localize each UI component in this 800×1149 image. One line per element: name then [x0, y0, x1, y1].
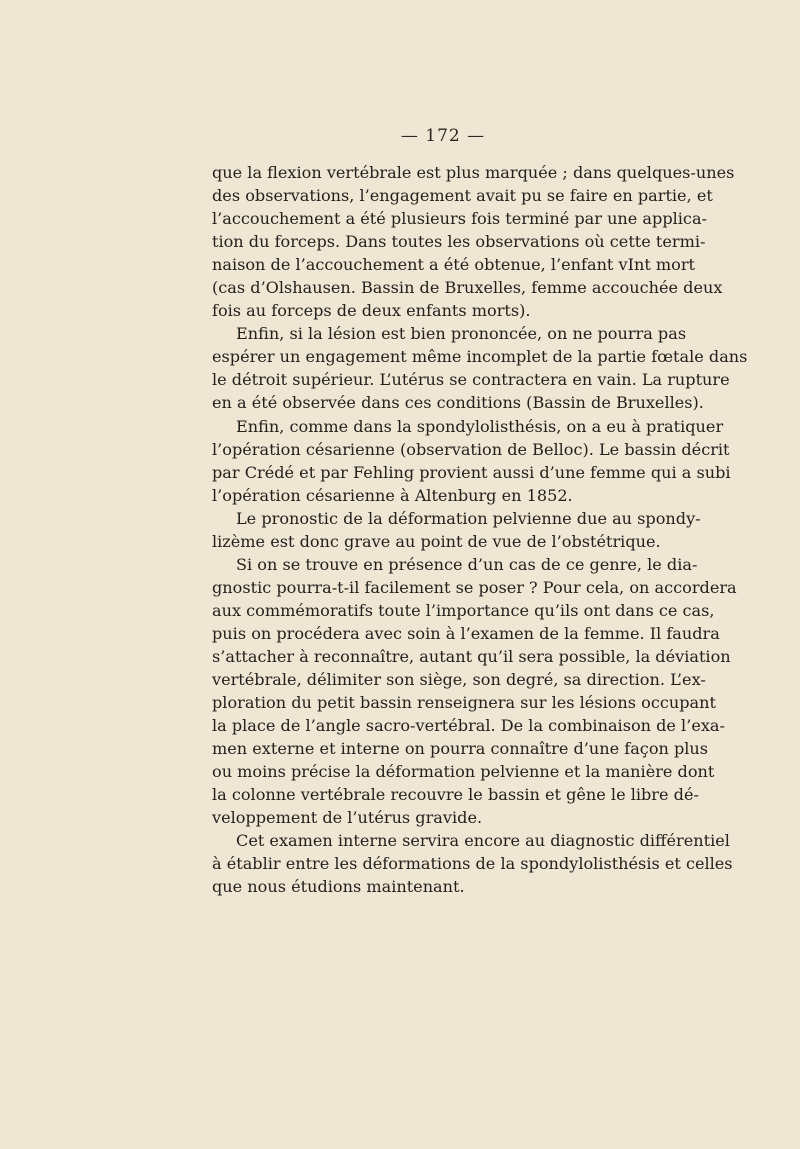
- text-line: le détroit supérieur. L’utérus se contractera en vain. La rupture: [212, 370, 730, 390]
- text-line: tion du forceps. Dans toutes les observations où cette termi-: [212, 232, 706, 252]
- text-line: à établir entre les déformations de la spondylolisthésis et celles: [212, 854, 733, 874]
- paragraph: [212, 161, 735, 322]
- page-number: — 172 —: [400, 126, 486, 146]
- text-line: lizème est donc grave au point de vue de l’obstétrique.: [212, 531, 661, 551]
- text-line: la colonne vertébrale recouvre le bassin et gêne le libre dé-: [212, 785, 699, 805]
- paragraph: [212, 553, 737, 830]
- paragraph: [212, 829, 733, 898]
- text-line: aux commémoratifs toute l’importance qu’ils ont dans ce cas,: [212, 600, 715, 620]
- text-line: par Crédé et par Fehling provient aussi d’une femme qui a subi: [212, 462, 731, 482]
- text-line: vertébrale, délimiter son siège, son degré, sa direction. L’ex-: [212, 670, 706, 690]
- text-line: l’accouchement a été plusieurs fois terminé par une applica-: [212, 209, 707, 229]
- text-line: naison de l’accouchement a été obtenue, l’enfant vInt mort: [212, 255, 696, 275]
- text-line: l’opération césarienne (observation de Belloc). Le bassin décrit: [212, 439, 730, 459]
- text-line: que nous étudions maintenant.: [212, 877, 465, 897]
- text-line: Enfin, si la lésion est bien prononcée, on ne pourra pas: [236, 324, 687, 344]
- text-line: Si on se trouve en présence d’un cas de ce genre, le dia-: [236, 554, 698, 574]
- text-line: des observations, l’engagement avait pu se faire en partie, et: [212, 186, 713, 206]
- paragraph: [212, 322, 748, 414]
- text-line: ou moins précise la déformation pelvienne et la manière dont: [212, 762, 715, 782]
- text-line: puis on procédera avec soin à l’examen de la femme. Il faudra: [212, 623, 720, 643]
- text-line: ploration du petit bassin renseignera sur les lésions occupant: [212, 693, 716, 713]
- text-line: en a été observée dans ces conditions (Bassin de Bruxelles).: [212, 393, 704, 413]
- text-line: veloppement de l’utérus gravide.: [212, 808, 483, 828]
- text-line: s’attacher à reconnaître, autant qu’il sera possible, la déviation: [212, 646, 731, 666]
- text-line: Enfin, comme dans la spondylolisthésis, on a eu à pratiquer: [236, 416, 724, 436]
- text-line: Cet examen interne servira encore au diagnostic différentiel: [236, 831, 730, 851]
- text-line: (cas d’Olshausen. Bassin de Bruxelles, femme accouchée deux: [212, 278, 723, 298]
- text-line: l’opération césarienne à Altenburg en 1852.: [212, 485, 573, 505]
- text-line: que la flexion vertébrale est plus marquée ; dans quelques-unes: [212, 163, 735, 182]
- text-line: Le pronostic de la déformation pelvienne due au spondy-: [236, 508, 701, 528]
- text-line: gnostic pourra-t-il facilement se poser ? Pour cela, on accordera: [212, 577, 737, 597]
- body-text: [212, 161, 748, 899]
- paragraph: [212, 415, 731, 507]
- text-line: fois au forceps de deux enfants morts).: [212, 301, 531, 321]
- text-line: la place de l’angle sacro-vertébral. De la combinaison de l’exa-: [212, 716, 725, 736]
- paragraph: [212, 507, 701, 553]
- text-line: men externe et interne on pourra connaître d’une façon plus: [212, 739, 709, 759]
- text-line: espérer un engagement même incomplet de la partie fœtale dans: [212, 347, 748, 367]
